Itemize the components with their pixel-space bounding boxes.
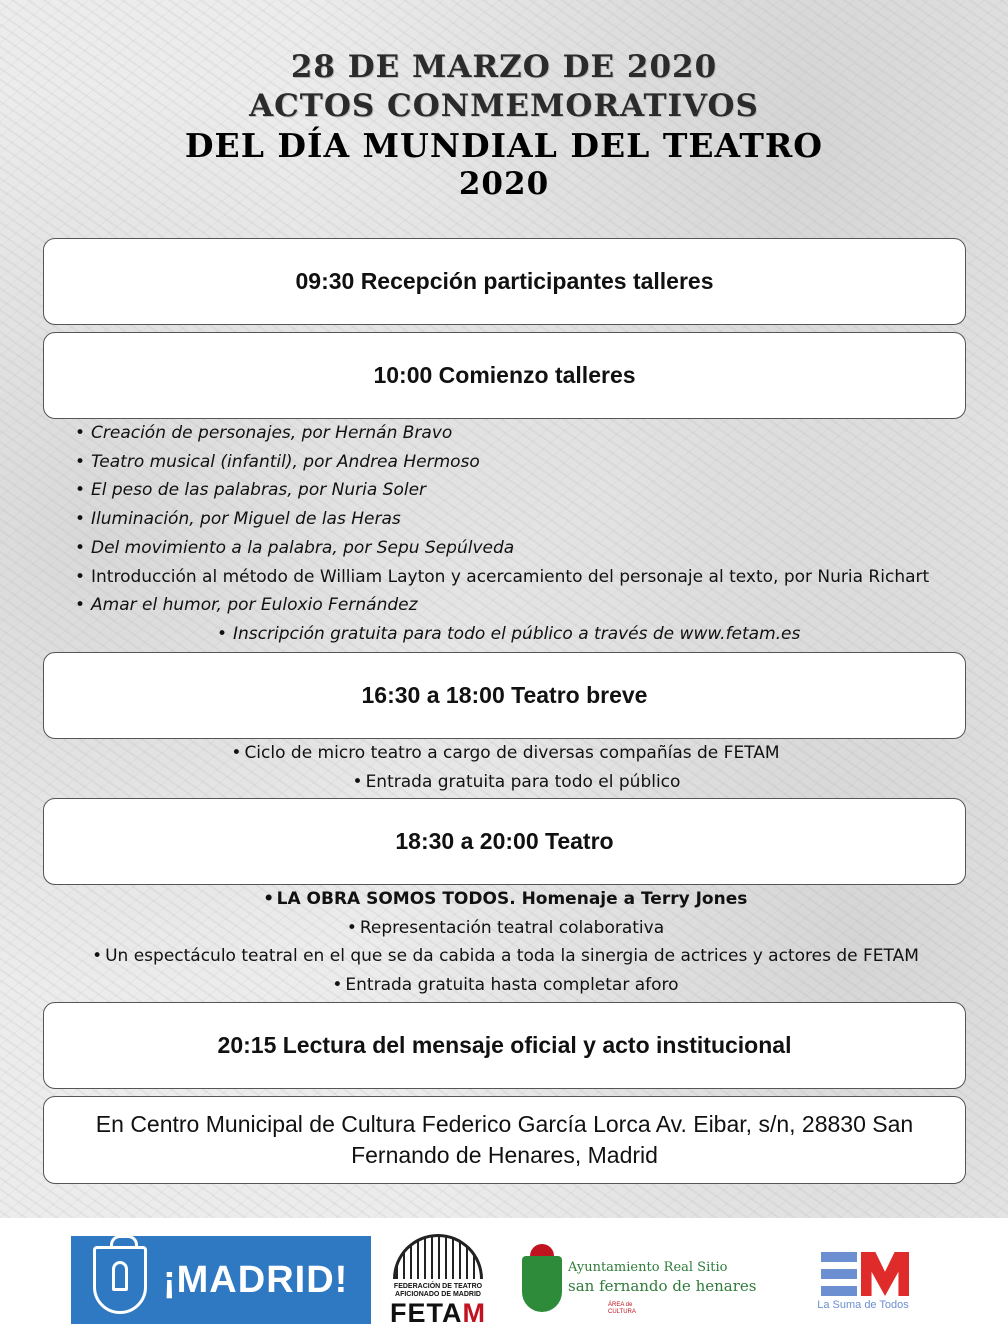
madrid-logo-text: ¡MADRID! (163, 1258, 349, 1301)
list-item: • Introducción al método de William Layton y acercamiento del personaje al texto, por Nuria Richart (0, 563, 1008, 592)
event-box-teatro (43, 798, 966, 885)
event-title: 10:00 Comienzo talleres (373, 362, 636, 388)
sponsor-footer (0, 1218, 1008, 1344)
list-item: • Representación teatral colaborativa (0, 914, 1008, 943)
madrid-logo (71, 1236, 371, 1324)
list-item: • Entrada gratuita hasta completar aforo (0, 971, 1008, 1000)
teatro-breve-list (0, 739, 1008, 796)
fetam-logo (390, 1234, 486, 1342)
event-date: 28 DE MARZO DE 2020 (290, 49, 718, 85)
venue-box (43, 1096, 966, 1184)
registration-note: • Inscripción gratuita para todo el público a través de www.fetam.es (0, 620, 1008, 649)
list-item: • Teatro musical (infantil), por Andrea Hermoso (0, 448, 1008, 477)
event-title: 18:30 a 20:00 Teatro (395, 828, 614, 854)
san-fernando-line2: san fernando de henares (568, 1277, 757, 1295)
workshop-list (0, 419, 1008, 649)
list-item: • Entrada gratuita para todo el público (0, 768, 1008, 797)
event-title: 20:15 Lectura del mensaje oficial y acto institucional (217, 1032, 792, 1058)
madrid-crest-icon (93, 1246, 147, 1314)
coat-of-arms-icon (522, 1256, 562, 1312)
theatre-arc-icon (393, 1234, 483, 1279)
list-item: • Del movimiento a la palabra, por Sepu Sepúlveda (0, 534, 1008, 563)
san-fernando-line1: Ayuntamiento Real Sitio (568, 1260, 728, 1275)
page-header (0, 48, 1008, 204)
fetam-federation-text: FEDERACIÓN DE TEATRO AFICIONADO DE MADRID (393, 1283, 483, 1298)
event-title: 09:30 Recepción participantes talleres (295, 268, 714, 294)
venue-address: En Centro Municipal de Cultura Federico García Lorca Av. Eibar, s/n, 28830 San Fernando de Henares, Madrid (95, 1111, 914, 1168)
list-item: • Creación de personajes, por Hernán Bravo (0, 419, 1008, 448)
comunidad-madrid-tagline: La Suma de Todos (817, 1299, 909, 1311)
teatro-list (0, 885, 1008, 1000)
list-item: • Amar el humor, por Euloxio Fernández (0, 591, 1008, 620)
event-title: 16:30 a 18:00 Teatro breve (361, 682, 648, 708)
list-item: • Ciclo de micro teatro a cargo de diversas compañías de FETAM (0, 739, 1008, 768)
event-box-reception (43, 238, 966, 325)
list-item: • Iluminación, por Miguel de las Heras (0, 505, 1008, 534)
list-item: • Un espectáculo teatral en el que se da cabida a toda la sinergia de actrices y actores de FETAM (0, 942, 1008, 971)
page-title: DEL DÍA MUNDIAL DEL TEATRO (184, 126, 824, 165)
comunidad-madrid-logo (813, 1252, 913, 1314)
fetam-name: FETAM (390, 1298, 486, 1328)
san-fernando-logo (522, 1244, 772, 1334)
list-item: • LA OBRA SOMOS TODOS. Homenaje a Terry Jones (0, 885, 1008, 914)
header-subtitle: ACTOS CONMEMORATIVOS (249, 88, 759, 124)
crown-icon (530, 1244, 554, 1256)
comunidad-madrid-mark-icon (817, 1252, 909, 1296)
list-item: • El peso de las palabras, por Nuria Soler (0, 476, 1008, 505)
header-year: 2020 (458, 166, 550, 202)
event-box-lectura (43, 1002, 966, 1089)
event-box-teatro-breve (43, 652, 966, 739)
area-cultura-label: ÁREA de CULTURA (608, 1302, 636, 1315)
event-box-workshops (43, 332, 966, 419)
